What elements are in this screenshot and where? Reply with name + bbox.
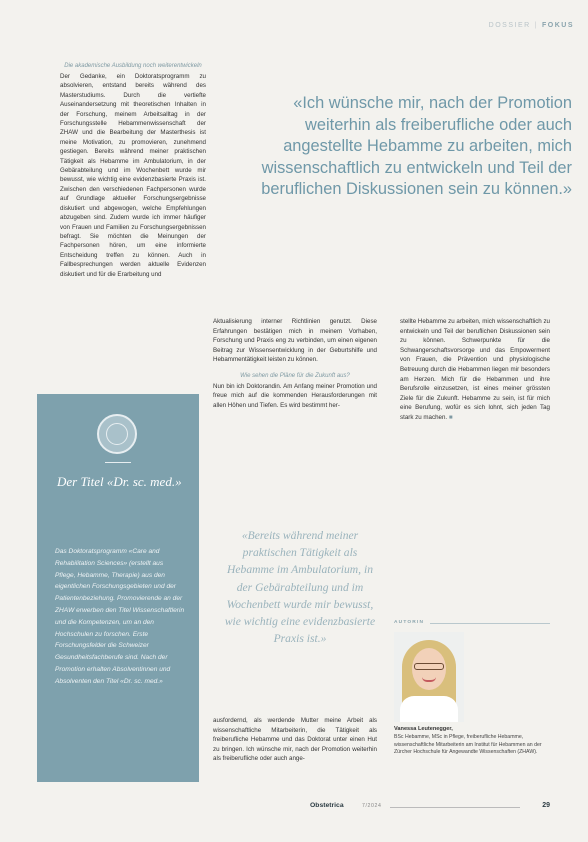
topic-label: FOKUS (542, 22, 574, 29)
box-divider (105, 462, 131, 463)
info-box-text: Das Doktoratsprogramm «Care and Rehabilitation Sciences» (erstellt aus Pflege, Hebamme, Therapie) aus den eigentlichen Forschungsgebieten und der Patientenbeziehung. Promovierende an der ZHAW erwerben den Titel Wissenschaftlerin und die Kompetenzen, um an den Hochschulen zu forschen. Erste Forschungsfelder die Schweizer Gesundheitsfachberufe sind. Nach der Promotion erhalten Absolventinnen und Absolventen den Titel «Dr. sc. med.» (55, 548, 185, 685)
subheading-training: Die akademische Ausbildung noch weiterentwickeln (64, 63, 202, 69)
university-seal-icon (97, 414, 137, 454)
author-label: AUTORIN (394, 620, 425, 625)
author-photo (394, 632, 464, 722)
column-left (60, 62, 206, 279)
section-label: DOSSIER (488, 22, 531, 29)
issue-number: 7/2024 (362, 803, 382, 809)
info-box-title: Der Titel «Dr. sc. med.» (57, 474, 182, 489)
pull-quote-secondary: «Bereits während meiner praktischen Tätigkeit als Hebamme im Ambulatorium, in der Gebärabteilung und im Wochenbett wurde mir bewusst, wie wichtig eine evidenzbasierte Praxis ist.» (224, 529, 376, 646)
body-text-middle-bottom: ausfordernd, als werdende Mutter meine Arbeit als wissenschaftliche Mitarbeiterin, die Tätigkeit als freiberufliche Hebamme und das Doktorat unter einen Hut zu bringen. Ich wünsche mir, nach der Promotion weiterhin als freiberufliche oder auch ange- (213, 717, 377, 763)
body-text-right-content: stellte Hebamme zu arbeiten, mich wissenschaftlich zu entwickeln und Teil der beruflichen Diskussionen sein zu können. Schwerpunkte für die Schwangerschaftsvorsorge und das Empowerment von Frauen, die Prävention und physiologische Betreuung durch die Hebammen liegen mir besonders am Herzen. Mich für die Hebammen und ihre Berufsrolle einzusetzen, ist eines meiner grössten Ziele für die Zukunft. Hebamme zu sein, ist für mich eine Berufung, wofür es sich lohnt, sich jeden Tag stark zu machen. (400, 318, 550, 421)
body-text-middle-a: Aktualisierung interner Richtlinien genutzt. Diese Erfahrungen bestätigen mich in meinem Vorhaben, Forschung und Praxis eng zu verbinden, um einen eigenen Beitrag zur Wissensentwicklung in der Geburtshilfe und Hebammentätigkeit leisten zu können. (213, 318, 377, 363)
footer-rule (390, 807, 520, 808)
photo-shirt (400, 696, 458, 722)
column-middle (213, 317, 377, 410)
end-mark-icon: ■ (448, 413, 453, 421)
author-name: Vanessa Leutenegger, (394, 726, 453, 732)
author-bio: BSc Hebamme, MSc in Pflege, freiberufliche Hebamme, wissenschaftliche Mitarbeiterin am Institut für Hebammen an der Zürcher Hochschule für Angewandte Wissenschaften (ZHAW). (394, 734, 542, 756)
page-number: 29 (542, 802, 550, 809)
info-box (37, 394, 199, 782)
body-text-right (400, 317, 550, 423)
column-right (400, 317, 550, 423)
photo-glasses (414, 663, 444, 670)
pull-quote-main: «Ich wünsche mir, nach der Promotion weiterhin als freiberufliche oder auch angestellte Hebamme zu arbeiten, mich wissenschaftlich zu entwickeln und Teil der beruflichen Diskussionen sein zu können.» (261, 94, 572, 199)
page-footer (310, 802, 550, 814)
body-text-left: Der Gedanke, ein Doktoratsprogramm zu absolvieren, entstand bereits während des Masterstudiums. Durch die vertiefte Auseinandersetzung mit theoretischen Inhalten in der Forschung, meinem Arbeitsalltag in der Forschungsstelle Hebammenwissenschaft der ZHAW und die Bearbeitung der Masterthesis ist meine Motivation, zu promovieren, zunehmend gestiegen. Bereits während meiner praktischen Tätigkeit als Hebamme im Ambulatorium, in der Gebärabteilung und im Wochenbett wurde mir bewusst, wie wichtig eine evidenzbasierte Praxis ist. Zwischen den verschiedenen Fachpersonen wurde auf Grundlage aktueller Forschungsergebnisse diskutiert und abgewogen, welche Empfehlungen abzugeben sind. Zudem wurde ich immer häufiger von Frauen und Familien zu Forschungsergebnissen befragt. Sie möchten die Meinungen der Fachpersonen hören, um eine informierte Entscheidung treffen zu können. Auch in Fallbesprechungen werden aktuelle Evidenzen diskutiert und für die Erarbeitung und (60, 73, 206, 278)
page-header (489, 22, 574, 29)
subheading-future: Wie sehen die Pläne für die Zukunft aus? (240, 372, 350, 379)
column-middle-bottom (213, 716, 377, 764)
body-text-middle-b: Nun bin ich Doktorandin. Am Anfang meiner Promotion und freue mich auf die kommenden Herausforderungen mit allen Höhen und Tiefen. Es wird bestimmt her- (213, 382, 377, 409)
journal-name: Obstetrica (310, 802, 344, 809)
author-box (394, 620, 554, 756)
header-separator: | (534, 22, 538, 29)
seal-inner-ring (106, 423, 128, 445)
author-rule (430, 623, 550, 624)
